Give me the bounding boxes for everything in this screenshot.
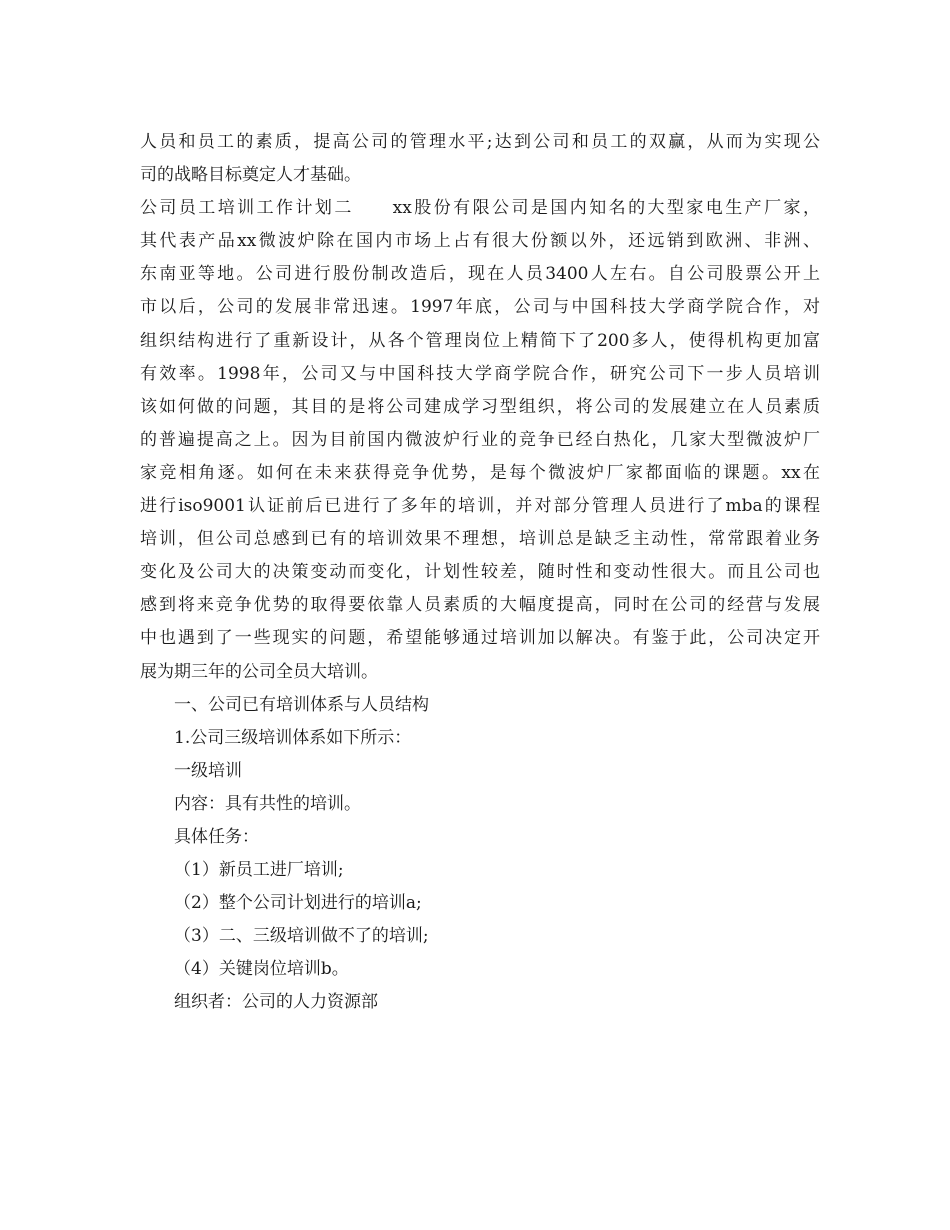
paragraph-line: 展为期三年的公司全员大培训。 <box>140 661 378 682</box>
paragraph-line: 中也遇到了一些现实的问题，希望能够通过培训加以解决。有鉴于此，公司决定开 <box>140 628 820 649</box>
paragraph-line: 东南亚等地。公司进行股份制改造后，现在人员3400人左右。自公司股票公开上 <box>140 264 820 285</box>
task-item: （4）关键岗位培训b。 <box>174 959 349 980</box>
paragraph-line: 市以后，公司的发展非常迅速。1997年底，公司与中国科技大学商学院合作，对 <box>140 297 820 318</box>
task-item: （3）二、三级培训做不了的培训; <box>174 926 429 947</box>
paragraph-line: 的普遍提高之上。因为目前国内微波炉行业的竞争已经白热化，几家大型微波炉厂 <box>140 429 820 450</box>
paragraph-line: 有效率。1998年，公司又与中国科技大学商学院合作，研究公司下一步人员培训 <box>140 363 820 384</box>
organizer-line: 组织者：公司的人力资源部 <box>174 992 378 1013</box>
subsection-heading: 1.公司三级培训体系如下所示： <box>174 727 412 748</box>
paragraph-line: 家竞相角逐。如何在未来获得竞争优势，是每个微波炉厂家都面临的课题。xx在 <box>140 462 820 483</box>
paragraph-line: 该如何做的问题，其目的是将公司建成学习型组织，将公司的发展建立在人员素质 <box>140 396 820 417</box>
paragraph-line: 培训，但公司总感到已有的培训效果不理想，培训总是缺乏主动性，常常跟着业务 <box>140 529 820 550</box>
level-heading: 一级培训 <box>174 760 242 781</box>
paragraph-line: 其代表产品xx微波炉除在国内市场上占有很大份额以外，还远销到欧洲、非洲、 <box>140 231 820 252</box>
document-body <box>140 126 820 1020</box>
task-item: （1）新员工进厂培训; <box>174 860 344 881</box>
paragraph-line: 组织结构进行了重新设计，从各个管理岗位上精简下了200多人，使得机构更加富 <box>140 330 820 351</box>
paragraph-line: 人员和员工的素质，提高公司的管理水平;达到公司和员工的双赢，从而为实现公 <box>140 132 820 152</box>
paragraph-line: 公司员工培训工作计划二 xx股份有限公司是国内知名的大型家电生产厂家， <box>140 198 820 219</box>
paragraph-line: 司的战略目标奠定人才基础。 <box>140 165 361 186</box>
task-item: （2）整个公司计划进行的培训a; <box>174 893 422 914</box>
section-heading: 一、公司已有培训体系与人员结构 <box>174 694 429 715</box>
paragraph-line: 进行iso9001认证前后已进行了多年的培训，并对部分管理人员进行了mba的课程 <box>140 496 820 517</box>
tasks-label: 具体任务： <box>174 826 259 847</box>
content-line: 内容：具有共性的培训。 <box>174 793 361 814</box>
paragraph-line: 变化及公司大的决策变动而变化，计划性较差，随时性和变动性很大。而且公司也 <box>140 562 820 583</box>
paragraph-line: 感到将来竞争优势的取得要依靠人员素质的大幅度提高，同时在公司的经营与发展 <box>140 595 820 616</box>
